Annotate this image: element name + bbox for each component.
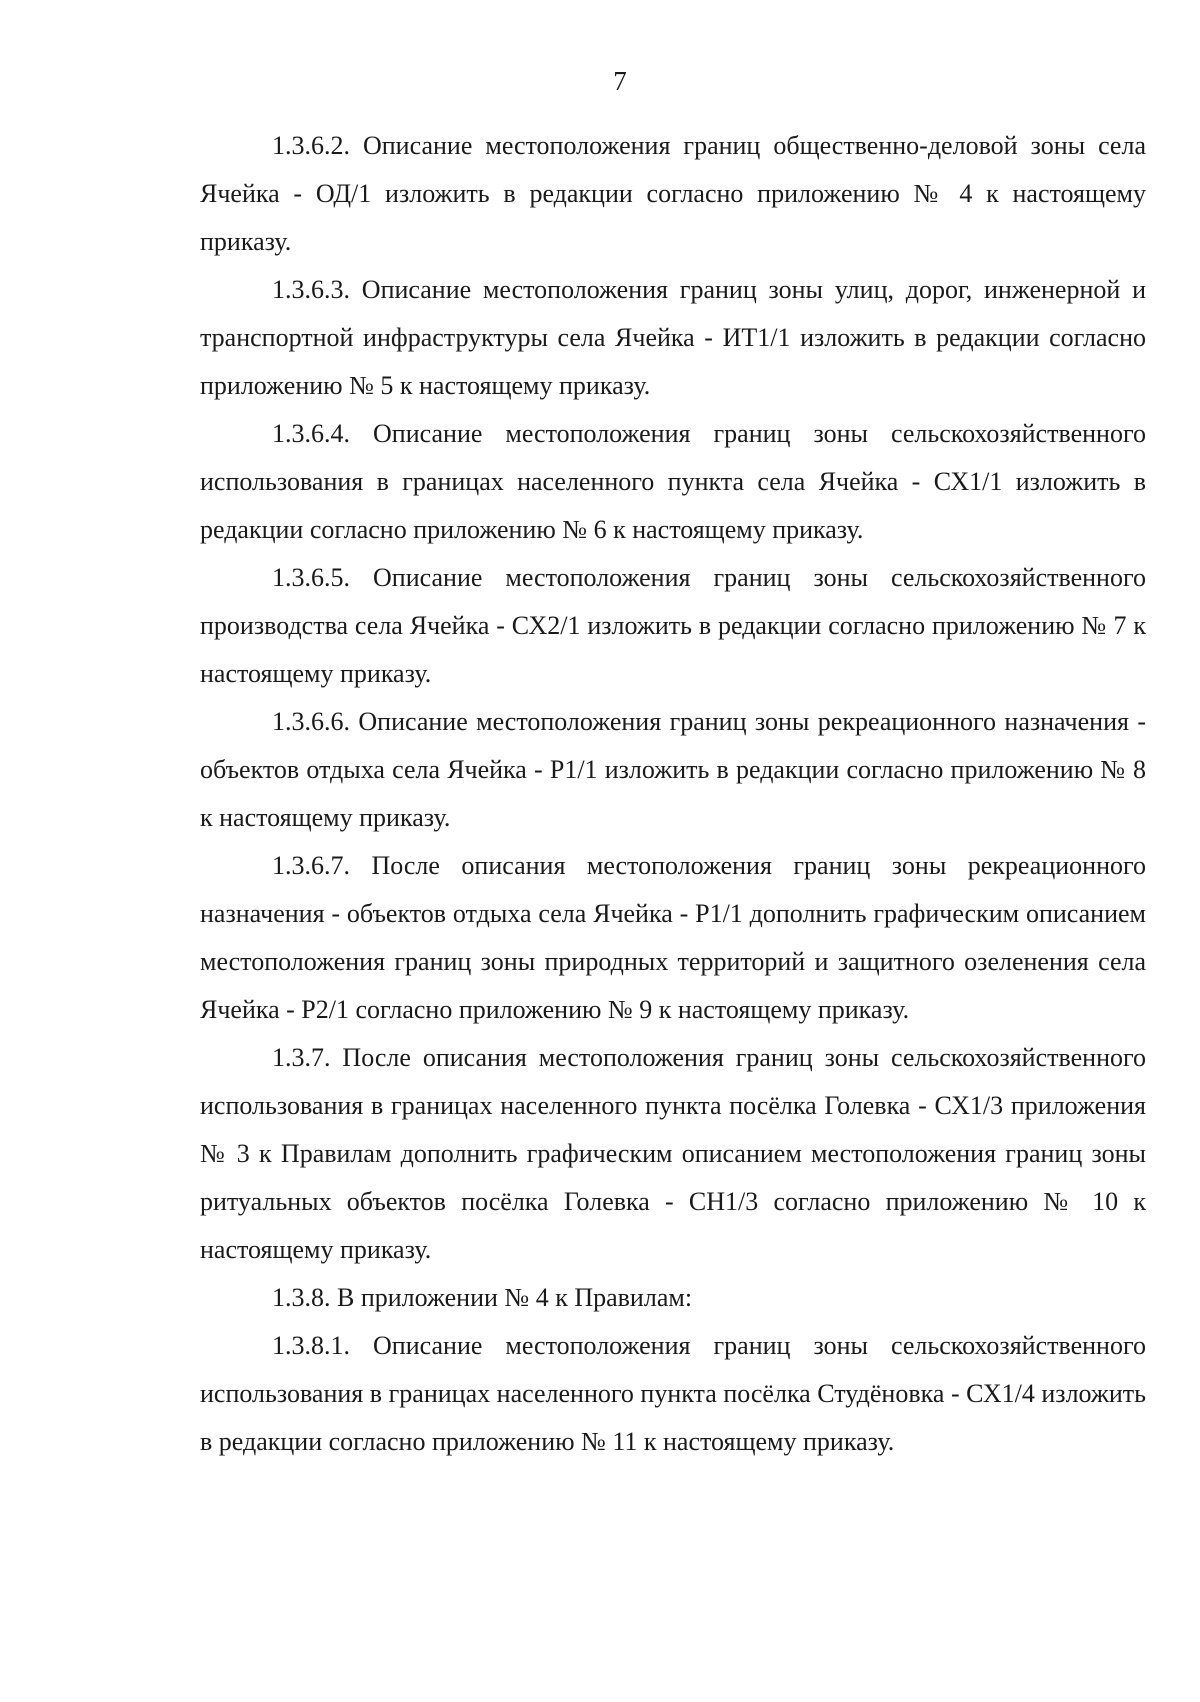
paragraph-1-3-8-1: 1.3.8.1. Описание местоположения границ зоны сельскохозяйственного использования в границах населенного пункта посёлка Студёновка - СХ1/4 изложить в редакции согласно приложению № 11 к настоящему приказу. — [200, 1331, 1146, 1456]
paragraph-1-3-6-2: 1.3.6.2. Описание местоположения границ общественно-деловой зоны села Ячейка - ОД/1 изложить в редакции согласно приложению № 4 к настоящему приказу. — [200, 131, 1146, 256]
paragraph-1-3-6-6: 1.3.6.6. Описание местоположения границ зоны рекреационного назначения - объектов отдыха села Ячейка - Р1/1 изложить в редакции согласно приложению № 8 к настоящему приказу. — [200, 707, 1146, 832]
paragraph-1-3-6-7: 1.3.6.7. После описания местоположения границ зоны рекреационного назначения - объектов отдыха села Ячейка - Р1/1 дополнить графическим описанием местоположения границ зоны природных территорий и защитного озеленения села Ячейка - Р2/1 согласно приложению № 9 к настоящему приказу. — [200, 851, 1146, 1024]
paragraph-1-3-6-3: 1.3.6.3. Описание местоположения границ зоны улиц, дорог, инженерной и транспортной инфраструктуры села Ячейка - ИТ1/1 изложить в редакции согласно приложению № 5 к настоящему приказу. — [200, 275, 1146, 400]
page-number: 7 — [613, 66, 627, 96]
paragraph-1-3-6-4: 1.3.6.4. Описание местоположения границ зоны сельскохозяйственного использования в границах населенного пункта села Ячейка - СХ1/1 изложить в редакции согласно приложению № 6 к настоящему приказу. — [200, 419, 1146, 544]
paragraph-1-3-8: 1.3.8. В приложении № 4 к Правилам: — [272, 1283, 693, 1312]
paragraph-1-3-7: 1.3.7. После описания местоположения границ зоны сельскохозяйственного использования в границах населенного пункта посёлка Голевка - СХ1/3 приложения № 3 к Правилам дополнить графическим описанием местоположения границ зоны ритуальных объектов посёлка Голевка - СН1/3 согласно приложению № 10 к настоящему приказу. — [200, 1043, 1146, 1264]
paragraph-1-3-6-5: 1.3.6.5. Описание местоположения границ зоны сельскохозяйственного производства села Ячейка - СХ2/1 изложить в редакции согласно приложению № 7 к настоящему приказу. — [200, 563, 1146, 688]
document-body — [200, 122, 1146, 1466]
